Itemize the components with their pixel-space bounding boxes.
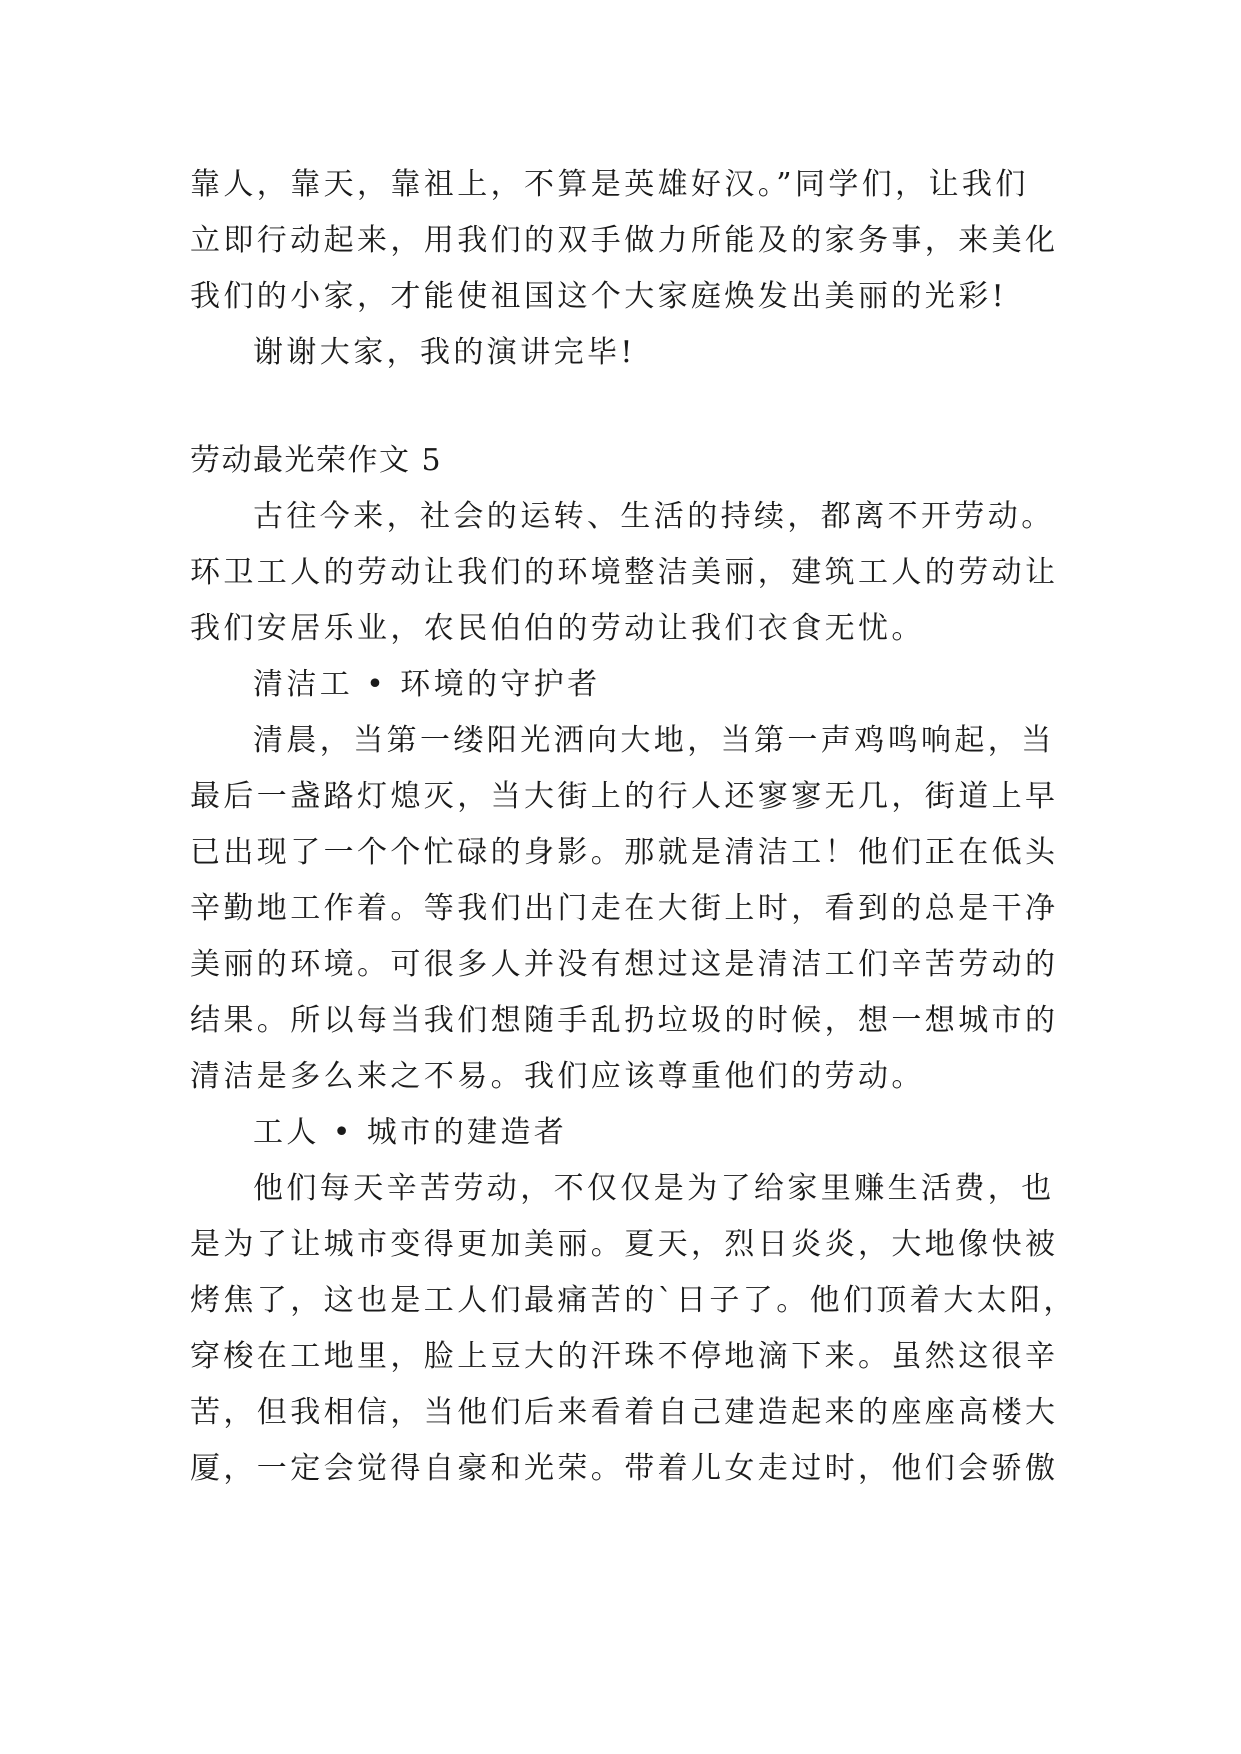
text-line: 最后一盏路灯熄灭，当大街上的行人还寥寥无几，街道上早 [190,779,1059,814]
section-spacer [190,381,1070,433]
text-line: 穿梭在工地里，脸上豆大的汗珠不停地滴下来。虽然这很辛 [190,1339,1059,1374]
text-line: 是为了让城市变得更加美丽。夏天，烈日炎炎，大地像快被 [190,1227,1059,1262]
subheading-cleaners: 清洁工 • 环境的守护者 [253,667,601,702]
text-line: 清晨，当第一缕阳光洒向大地，当第一声鸡鸣响起，当 [253,723,1055,758]
document-body [190,157,1077,1497]
text-line: 我们安居乐业，农民伯伯的劳动让我们衣食无忧。 [190,611,925,646]
text-line: 美丽的环境。可很多人并没有想过这是清洁工们辛苦劳动的 [190,947,1059,982]
text-line: 立即行动起来，用我们的双手做力所能及的家务事，来美化 [190,223,1059,258]
text-line: 结果。所以每当我们想随手乱扔垃圾的时候，想一想城市的 [190,1003,1059,1038]
text-line: 环卫工人的劳动让我们的环境整洁美丽，建筑工人的劳动让 [190,555,1059,590]
text-line: 厦，一定会觉得自豪和光荣。带着儿女走过时，他们会骄傲 [190,1451,1059,1486]
text-line: 辛勤地工作着。等我们出门走在大街上时，看到的总是干净 [190,891,1059,926]
closing-line: 谢谢大家，我的演讲完毕! [253,335,636,370]
text-line: 我们的小家，才能使祖国这个大家庭焕发出美丽的光彩! [190,279,1008,314]
text-line: 古往今来，社会的运转、生活的持续，都离不开劳动。 [253,499,1055,534]
intro-paragraph [190,157,1070,325]
subheading-workers: 工人 • 城市的建造者 [253,1115,568,1150]
text-line: 已出现了一个个忙碌的身影。那就是清洁工！他们正在低头 [190,835,1059,870]
text-line: 他们每天辛苦劳动，不仅仅是为了给家里赚生活费，也 [253,1171,1055,1206]
text-line: 清洁是多么来之不易。我们应该尊重他们的劳动。 [190,1059,925,1094]
text-line: 苦，但我相信，当他们后来看着自己建造起来的座座高楼大 [190,1395,1059,1430]
paragraph-2 [190,713,1070,1105]
paragraph-3 [190,1161,1077,1497]
text-line: 烤焦了，这也是工人们最痛苦的`日子了。他们顶着大太阳， [190,1283,1077,1318]
text-line: 靠人，靠天，靠祖上，不算是英雄好汉。”同学们，让我们 [190,167,1029,202]
section-title: 劳动最光荣作文 5 [190,443,443,478]
paragraph-1 [190,489,1070,657]
